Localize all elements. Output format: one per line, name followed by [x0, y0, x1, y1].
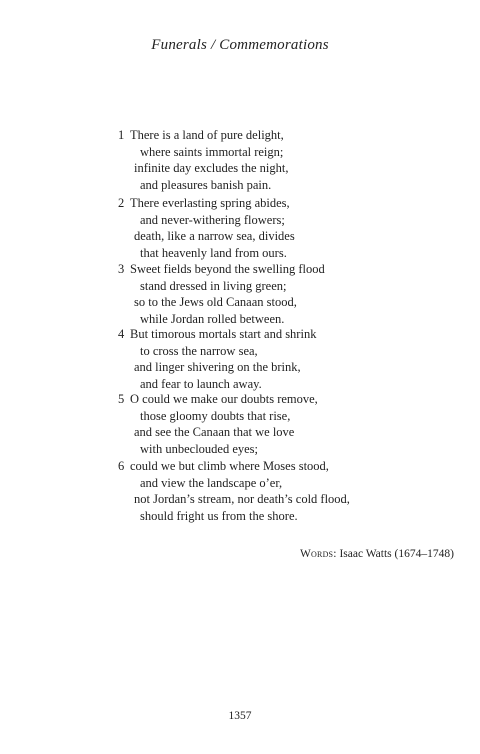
- page-number: 1357: [228, 710, 252, 722]
- verse-line: and view the landscape o’er,: [140, 475, 283, 490]
- verse-line: Sweet fields beyond the swelling flood: [130, 262, 325, 276]
- verse-number: 5: [118, 392, 125, 406]
- verse-line: and see the Canaan that we love: [134, 425, 295, 439]
- verse-line: There everlasting spring abides,: [130, 196, 290, 210]
- verse-line: There is a land of pure delight,: [130, 128, 284, 142]
- words-credit: [300, 548, 454, 560]
- verse-5: [118, 391, 448, 457]
- verse-line: and pleasures banish pain.: [140, 177, 272, 192]
- verse-4: [118, 326, 448, 392]
- verse-line: to cross the narrow sea,: [140, 343, 258, 358]
- verse-6: [118, 458, 448, 524]
- verse-line: should fright us from the shore.: [140, 508, 298, 523]
- verse-line: O could we make our doubts remove,: [130, 392, 318, 406]
- verse-number: 1: [118, 128, 125, 142]
- verse-number: 3: [118, 262, 125, 276]
- verse-line: with unbeclouded eyes;: [140, 441, 259, 456]
- verse-2: [118, 195, 448, 261]
- verse-line: that heavenly land from ours.: [140, 245, 287, 260]
- verse-3: [118, 261, 448, 327]
- credit-author: Isaac Watts (1674–1748): [339, 548, 454, 560]
- verse-line: where saints immortal reign;: [140, 144, 284, 159]
- verse-line: and linger shivering on the brink,: [134, 360, 301, 374]
- verse-line: while Jordan rolled between.: [140, 311, 285, 326]
- verse-line: death, like a narrow sea, divides: [134, 229, 295, 243]
- verse-line: those gloomy doubts that rise,: [140, 408, 291, 423]
- verse-line: and fear to launch away.: [140, 376, 262, 391]
- verse-line: so to the Jews old Canaan stood,: [134, 295, 297, 309]
- verse-line: stand dressed in living green;: [140, 278, 287, 293]
- verse-1: [118, 127, 448, 193]
- verse-line: and never-withering flowers;: [140, 212, 285, 227]
- verse-line: could we but climb where Moses stood,: [130, 459, 329, 473]
- section-title: Funerals / Commemorations: [151, 37, 329, 53]
- verse-line: not Jordan’s stream, nor death’s cold flood,: [134, 492, 350, 506]
- credit-label: Words:: [300, 548, 337, 560]
- verse-number: 2: [118, 196, 125, 210]
- verse-number: 4: [118, 327, 125, 341]
- verse-number: 6: [118, 459, 125, 473]
- verse-line: infinite day excludes the night,: [134, 161, 289, 175]
- verse-line: But timorous mortals start and shrink: [130, 327, 317, 341]
